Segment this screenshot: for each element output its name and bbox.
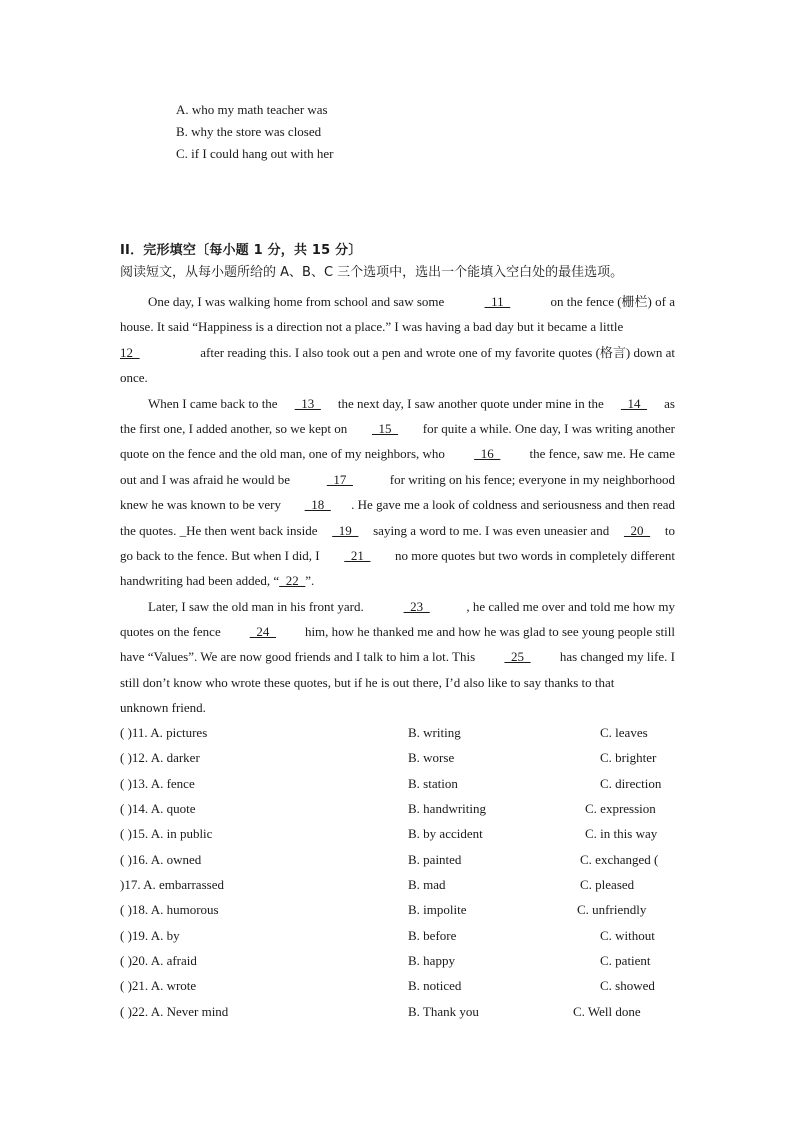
blank-19: _19_ bbox=[332, 522, 359, 538]
question-row bbox=[120, 847, 680, 872]
question-option-a: ( )11. A. pictures bbox=[120, 725, 208, 740]
question-option-c: C. patient bbox=[600, 953, 651, 969]
question-option-a: ( )21. A. wrote bbox=[120, 978, 197, 994]
question-option-b: B. Thank you bbox=[408, 1003, 479, 1019]
question-option-b: B. mad bbox=[408, 877, 446, 893]
question-option-b: B. happy bbox=[408, 953, 455, 969]
question-option-c: C. direction bbox=[600, 775, 662, 791]
question-row bbox=[120, 821, 680, 846]
question-option-c: C. leaves bbox=[600, 725, 648, 740]
passage-line: quotes on the fence _24_ him, how he thanked me and how he was glad to see young people still bbox=[120, 619, 675, 644]
question-row bbox=[120, 720, 680, 745]
passage-line: house. It said “Happiness is a direction not a place.” I was having a bad day but it became a little bbox=[120, 319, 624, 335]
question-option-a: ( )18. A. humorous bbox=[120, 902, 219, 918]
passage-line: the first one, I added another, so we kept on _15_ for quite a while. One day, I was writing another bbox=[120, 416, 675, 441]
blank-25: _25_ bbox=[504, 649, 531, 665]
blank-12: 12_ bbox=[120, 344, 140, 360]
question-row bbox=[120, 897, 680, 922]
passage-line: Later, I saw the old man in his front yard. _23_ , he called me over and told me how my bbox=[120, 594, 675, 619]
previous-question-options bbox=[176, 99, 333, 165]
passage-line: have “Values”. We are now good friends and I talk to him a lot. This _25_ has changed my life. I bbox=[120, 644, 675, 669]
question-option-a: ( )14. A. quote bbox=[120, 801, 196, 817]
question-option-c: C. exchanged ( bbox=[580, 851, 659, 867]
passage-line: knew he was known to be very _18_ . He gave me a look of coldness and seriousness and then read bbox=[120, 492, 675, 517]
question-row bbox=[120, 771, 680, 796]
blank-14: _14_ bbox=[620, 395, 647, 411]
passage-line: out and I was afraid he would be _17_ for writing on his fence; everyone in my neighborhood bbox=[120, 467, 675, 492]
blank-11: _11_ bbox=[484, 294, 511, 309]
question-option-b: B. writing bbox=[408, 725, 461, 740]
question-option-c: C. without bbox=[600, 927, 655, 943]
blank-23: _23_ bbox=[403, 598, 430, 614]
question-option-c: C. brighter bbox=[600, 750, 657, 766]
question-option-c: C. in this way bbox=[585, 826, 658, 842]
question-option-b: B. impolite bbox=[408, 902, 467, 918]
question-row bbox=[120, 948, 680, 973]
question-option-c: C. pleased bbox=[580, 877, 635, 893]
question-option-c: C. unfriendly bbox=[577, 902, 647, 918]
question-option-b: B. handwriting bbox=[408, 801, 486, 817]
blank-15: _15_ bbox=[372, 420, 399, 436]
question-option-b: B. worse bbox=[408, 750, 455, 766]
question-option-b: B. station bbox=[408, 775, 458, 791]
passage-line: unknown friend. bbox=[120, 700, 206, 716]
blank-17: _17_ bbox=[326, 471, 353, 487]
question-option-c: C. expression bbox=[585, 801, 656, 817]
passage-line: go back to the fence. But when I did, I _21_ no more quotes but two words in completely different bbox=[120, 543, 675, 568]
question-option-a: )17. A. embarrassed bbox=[120, 877, 224, 893]
passage-line: still don’t know who wrote these quotes, but if he is out there, I’d also like to say thanks to that bbox=[120, 674, 615, 690]
question-row bbox=[120, 872, 680, 897]
passage-line: One day, I was walking home from school and saw some _11_ on the fence (栅栏) of a bbox=[120, 289, 675, 314]
question-option-b: B. noticed bbox=[408, 978, 462, 994]
question-row bbox=[120, 923, 680, 948]
blank-22: _22_ bbox=[279, 573, 306, 589]
passage-line: once. bbox=[120, 370, 148, 386]
section-instructions: 阅读短文，从每小题所给的 A、B、C 三个选项中，选出一个能填入空白处的最佳选项。 bbox=[120, 265, 624, 280]
question-option-a: ( )16. A. owned bbox=[120, 851, 202, 867]
option-c: C. if I could hang out with her bbox=[176, 146, 334, 161]
blank-24: _24_ bbox=[249, 624, 276, 640]
question-row bbox=[120, 973, 680, 998]
question-option-a: ( )19. A. by bbox=[120, 927, 180, 943]
question-option-a: ( )12. A. darker bbox=[120, 750, 200, 766]
question-option-b: B. painted bbox=[408, 851, 462, 867]
question-list bbox=[120, 720, 680, 1024]
question-option-b: B. by accident bbox=[408, 826, 483, 842]
passage-line: the quotes. _He then went back inside _19_ saying a word to me. I was even uneasier and _20_ to bbox=[120, 518, 675, 543]
option-b: B. why the store was closed bbox=[176, 124, 322, 139]
passage-line: 12_ after reading this. I also took out a pen and wrote one of my favorite quotes (格言) down at bbox=[120, 340, 675, 365]
question-option-c: C. showed bbox=[600, 978, 655, 994]
blank-13: _13_ bbox=[294, 395, 321, 411]
blank-18: _18_ bbox=[304, 497, 331, 513]
question-row bbox=[120, 999, 680, 1024]
question-option-a: ( )13. A. fence bbox=[120, 775, 195, 791]
passage-line: quote on the fence and the old man, one of my neighbors, who _16_ the fence, saw me. He came bbox=[120, 441, 675, 466]
question-option-b: B. before bbox=[408, 927, 457, 943]
blank-20: _20_ bbox=[624, 522, 651, 538]
blank-16: _16_ bbox=[474, 446, 501, 462]
passage-line: When I came back to the _13_ the next day, I saw another quote under mine in the _14_ as bbox=[120, 391, 675, 416]
question-option-a: ( )15. A. in public bbox=[120, 826, 213, 842]
passage-line: handwriting had been added, “ _22_ ”. bbox=[120, 568, 675, 593]
question-option-a: ( )20. A. afraid bbox=[120, 953, 197, 969]
question-option-c: C. Well done bbox=[573, 1003, 641, 1019]
question-row bbox=[120, 745, 680, 770]
blank-21: _21_ bbox=[344, 547, 371, 563]
option-a: A. who my math teacher was bbox=[176, 102, 328, 117]
cloze-passage bbox=[120, 289, 675, 721]
section-title: II．完形填空〔每小题 1 分，共 15 分〕 bbox=[120, 243, 362, 258]
question-row bbox=[120, 796, 680, 821]
question-option-a: ( )22. A. Never mind bbox=[120, 1003, 229, 1019]
